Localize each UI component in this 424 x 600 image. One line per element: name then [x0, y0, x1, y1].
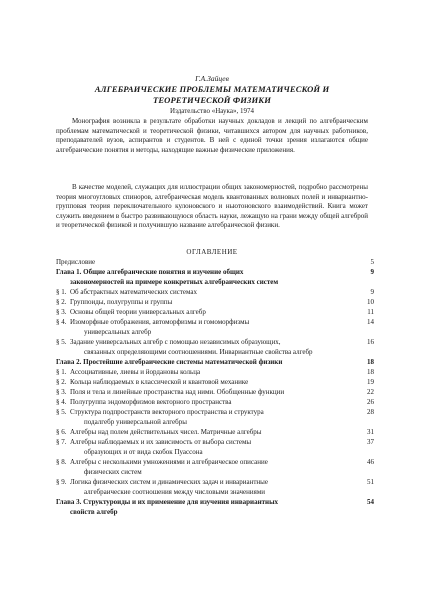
toc-entry-title: Поля и тела и линейные пространства над ними. Обобщенные функции — [70, 388, 285, 396]
toc-entry — [56, 427, 374, 437]
toc-page-number: 46 — [367, 458, 374, 466]
toc-entry-title: Группоиды, полугруппы и группы — [70, 298, 173, 306]
toc-entry — [56, 407, 374, 427]
toc-entry-number: § 7. — [56, 438, 67, 446]
toc-entry-title: Глава 3. Структуроиды и их применение для изучения инвариантных — [56, 498, 279, 506]
toc-entry-number: § 9. — [56, 478, 67, 486]
toc-entry-number: § 1. — [56, 288, 67, 296]
toc-page-number: 19 — [367, 378, 374, 386]
toc-entry — [56, 477, 374, 497]
toc-entry-title-continuation: подалгебр универсальной алгебры — [84, 418, 187, 426]
toc-entry — [56, 317, 374, 337]
toc-page-number: 26 — [367, 398, 374, 406]
toc-entry-number: § 1. — [56, 368, 67, 376]
toc-page-number: 22 — [367, 388, 374, 396]
toc-entry-number: § 5. — [56, 338, 67, 346]
toc-page-number: 9 — [370, 268, 374, 276]
toc-entry-number: § 3. — [56, 388, 67, 396]
title-line-2: ТЕОРЕТИЧЕСКОЙ ФИЗИКИ — [152, 95, 272, 105]
toc-chapter-entry — [56, 357, 374, 367]
toc-entry-number: § 4. — [56, 398, 67, 406]
toc-entry — [56, 457, 374, 477]
toc-entry-title: Ассоциативные, лиевы и йордановы кольца — [70, 368, 201, 376]
toc-entry-title: Логика физических систем и динамических задач и инвариантные — [70, 478, 268, 486]
toc-entry — [56, 437, 374, 457]
table-of-contents — [56, 257, 374, 517]
toc-entry-title: Задание универсальных алгебр с помощью независимых образующих, — [70, 338, 281, 346]
toc-entry — [56, 307, 374, 317]
toc-page-number: 31 — [367, 428, 374, 436]
toc-page-number: 10 — [367, 298, 374, 306]
toc-entry-title: Предисловие — [56, 258, 96, 266]
book-title — [70, 84, 354, 106]
toc-page-number: 54 — [367, 498, 374, 506]
toc-page-number: 18 — [367, 368, 374, 376]
toc-entry-title-continuation: физических систем — [84, 468, 142, 476]
publisher-line: Издательство «Наука», 1974 — [170, 107, 254, 115]
toc-entry-title: Кольца наблюдаемых в классической и квантовой механике — [70, 378, 249, 386]
toc-entry-title-continuation: универсальных алгебр — [84, 328, 152, 336]
toc-entry — [56, 287, 374, 297]
toc-chapter-entry — [56, 267, 374, 287]
toc-page-number: 5 — [370, 258, 374, 266]
toc-chapter-entry — [56, 497, 374, 517]
toc-page-number: 11 — [367, 308, 374, 316]
annotation-paragraph-1: Монография возникла в результате обработки научных докладов и лекций по алгебраическим проблемам математической и теоретической физики, читавшихся автором для научных работников, преподавателей вузов, аспирантов и студентов. В ней с единой точки зрения излагаются общие алгебраические понятия и методы, находящие важные физические приложения. — [56, 117, 368, 154]
toc-entry-title-continuation: алгебраические соотношения между числовыми значениями — [84, 488, 265, 496]
toc-entry-number: § 3. — [56, 308, 67, 316]
toc-page-number: 51 — [367, 478, 374, 486]
toc-entry-title-continuation: закономерностей на примере конкретных алгебраических систем — [70, 278, 279, 286]
toc-entry — [56, 397, 374, 407]
toc-entry-title: Алгебры наблюдаемых и их зависимость от выбора системы — [70, 438, 252, 446]
toc-entry — [56, 297, 374, 307]
toc-page-number: 16 — [367, 338, 374, 346]
toc-heading: ОГЛАВЛЕНИЕ — [186, 248, 238, 256]
toc-entry — [56, 337, 374, 357]
toc-entry-title: Об абстрактных математических системах — [70, 288, 197, 296]
toc-entry-title: Полугруппа эндоморфизмов векторного пространства — [70, 398, 232, 406]
toc-entry-title: Глава 2. Простейшие алгебраические системы математической физики — [56, 358, 283, 366]
toc-entry — [56, 257, 374, 267]
toc-entry-title: Алгебры над полем действительных чисел. Матричные алгебры — [70, 428, 262, 436]
toc-entry-number: § 2. — [56, 298, 67, 306]
toc-page-number: 9 — [370, 288, 374, 296]
toc-entry-title: Глава 1. Общие алгебраические понятия и изучение общих — [56, 268, 244, 276]
toc-entry — [56, 377, 374, 387]
toc-entry — [56, 387, 374, 397]
toc-entry-title: Основы общей теории универсальных алгебр — [70, 308, 206, 316]
toc-entry-title-continuation: свойств алгебр — [70, 508, 118, 516]
toc-page-number: 14 — [367, 318, 374, 326]
toc-entry-number: § 6. — [56, 428, 67, 436]
author-name: Г.А.Зайцев — [195, 74, 229, 83]
toc-entry-title-continuation: связанных определяющими соотношениями. Инвариантные свойства алгебр — [84, 348, 313, 356]
toc-page-number: 37 — [367, 438, 374, 446]
toc-entry-title: Изоморфные отображения, автоморфизмы и гомоморфизмы — [70, 318, 250, 326]
toc-entry-title-continuation: образующих и от вида скобок Пуассона — [84, 448, 203, 456]
toc-entry-number: § 8. — [56, 458, 67, 466]
toc-entry-number: § 4. — [56, 318, 67, 326]
annotation-paragraph-2: В качестве моделей, служащих для иллюстрации общих закономерностей, подробно рассмотрены теория многоугловых спиноров, алгебраическая модель квантованных волновых полей и инвариантно-групповая теория переключательного кулоновского и ньютоновского взаимодействий. Книга может служить введением в быстро развивающуюся область науки, лежащую на грани между общей алгеброй и теоретической физикой и получившую название алгебраической физики. — [56, 183, 368, 230]
toc-page-number: 28 — [367, 408, 374, 416]
toc-entry-number: § 5. — [56, 408, 67, 416]
toc-entry-title: Алгебры с несколькими умножениями и алгебраическое описание — [70, 458, 268, 466]
toc-page-number: 18 — [367, 358, 374, 366]
toc-entry — [56, 367, 374, 377]
title-line-1: АЛГЕБРАИЧЕСКИЕ ПРОБЛЕМЫ МАТЕМАТИЧЕСКОЙ И — [94, 84, 330, 94]
toc-entry-title: Структура подпространств векторного пространства и структура — [70, 408, 264, 416]
toc-entry-number: § 2. — [56, 378, 67, 386]
